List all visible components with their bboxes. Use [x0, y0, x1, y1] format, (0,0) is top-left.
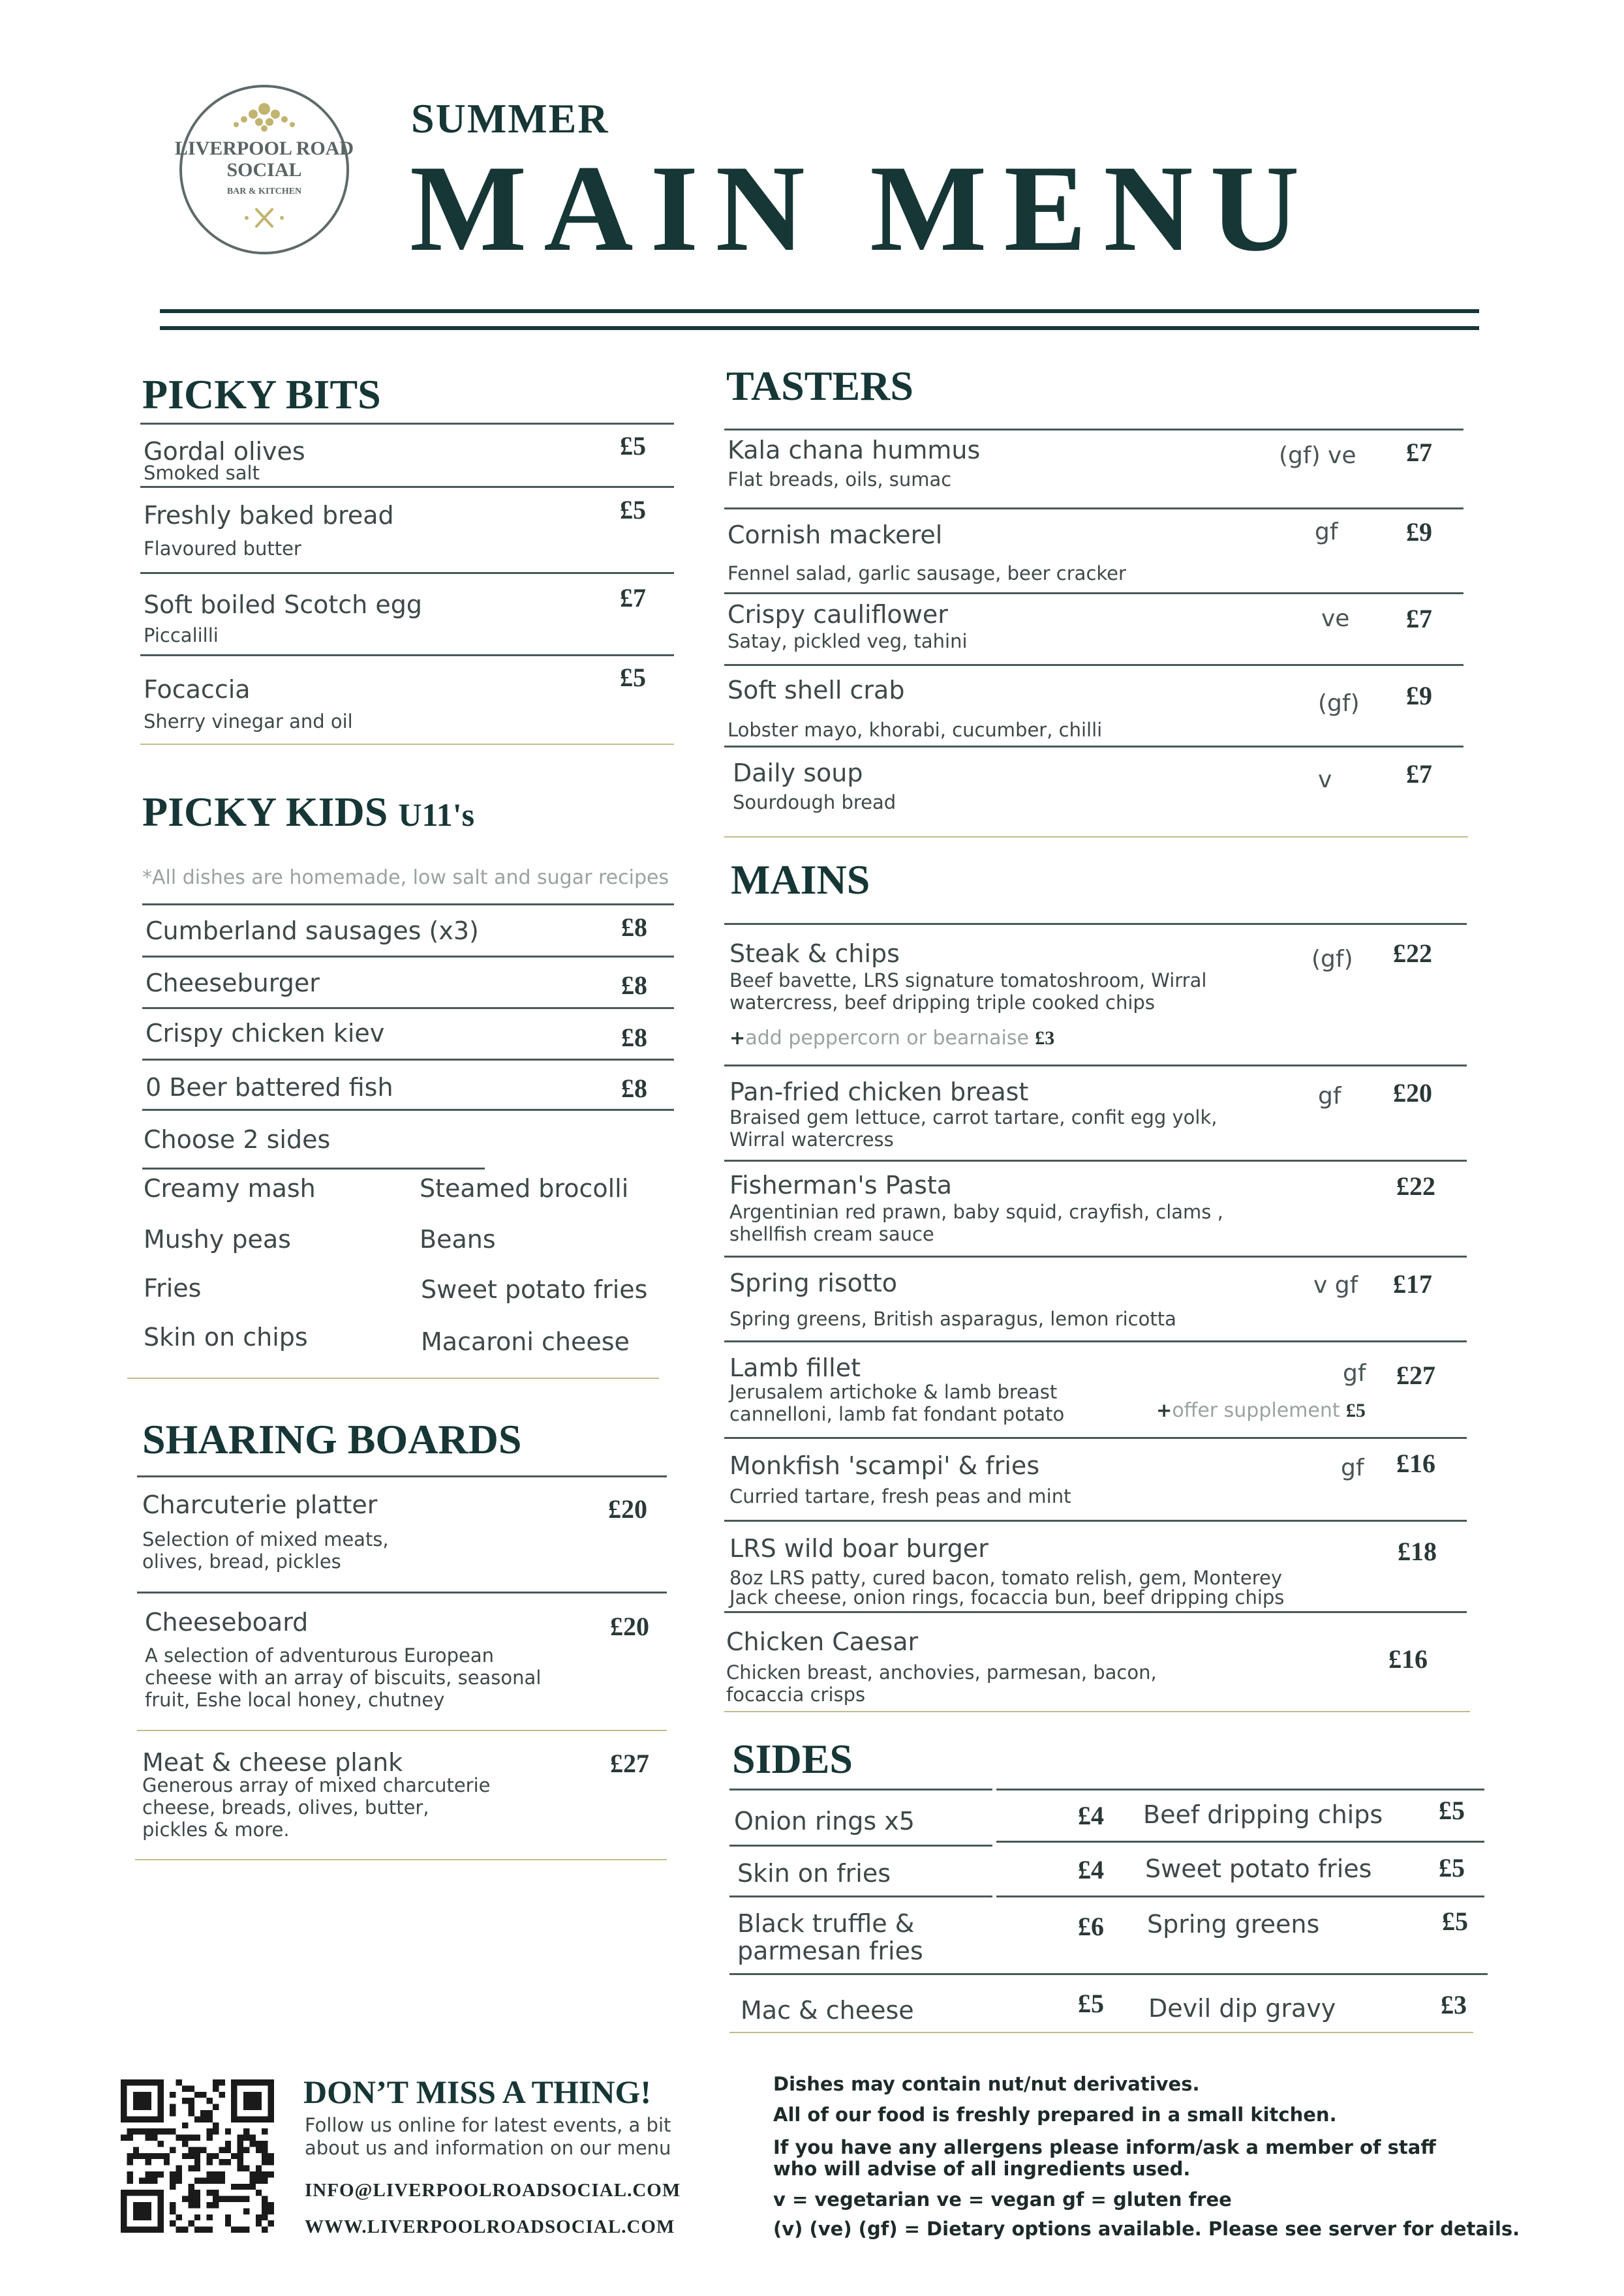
- dietary-tag: ve: [1321, 605, 1350, 632]
- item-name: Charcuterie platter: [142, 1490, 378, 1519]
- list-item: [728, 676, 1102, 741]
- kids-side: Macaroni cheese: [421, 1327, 630, 1356]
- list-item: [729, 1534, 1284, 1607]
- side-item-price: £5: [1439, 1853, 1465, 1882]
- list-item: [728, 600, 968, 652]
- item-name: Pan-fried chicken breast: [729, 1078, 1029, 1106]
- dietary-tag: v: [1318, 766, 1332, 793]
- extra-text: offer supplement: [1172, 1399, 1340, 1422]
- extra-price: £5: [1345, 1400, 1366, 1421]
- kids-side: Beans: [420, 1225, 496, 1254]
- kids-item-name: Cheeseburger: [146, 969, 320, 997]
- divider: [996, 1841, 1484, 1843]
- list-item: [729, 1171, 1223, 1245]
- item-price: £22: [1396, 1171, 1435, 1201]
- item-name: Freshly baked bread: [144, 501, 394, 530]
- item-name: Chicken Caesar: [726, 1627, 919, 1656]
- item-price: £7: [1406, 604, 1432, 633]
- section-end-line: [127, 1378, 659, 1379]
- divider: [724, 1065, 1467, 1066]
- divider: [142, 1059, 674, 1061]
- side-item-price: £5: [1442, 1907, 1468, 1936]
- divider: [729, 1789, 992, 1790]
- season-label: SUMMER: [411, 95, 609, 142]
- divider: [724, 1160, 1467, 1162]
- side-item-name-line2: parmesan fries: [737, 1937, 923, 1965]
- item-price: £9: [1406, 517, 1432, 547]
- list-item: [144, 590, 422, 646]
- dietary-tag: gf: [1318, 1083, 1341, 1110]
- restaurant-logo: [163, 82, 365, 258]
- item-desc: Spring greens, British asparagus, lemon ricotta: [729, 1308, 1176, 1330]
- list-item: [729, 1451, 1071, 1507]
- item-desc: Sherry vinegar and oil: [144, 710, 353, 733]
- picky-kids-age: U11's: [398, 796, 475, 833]
- item-desc: Sourdough bread: [733, 791, 896, 813]
- item-price: £27: [1396, 1361, 1435, 1390]
- section-end-line: [140, 744, 674, 745]
- item-desc: Fennel salad, garlic sausage, beer cracker: [728, 562, 1126, 584]
- item-desc: Generous array of mixed charcuterie: [142, 1774, 491, 1796]
- item-price: £5: [620, 495, 646, 524]
- item-name: Kala chana hummus: [728, 436, 981, 464]
- dont-miss-title: DON’T MISS A THING!: [303, 2074, 652, 2110]
- item-desc: Flavoured butter: [144, 537, 301, 560]
- item-name: Spring risotto: [729, 1269, 897, 1297]
- list-item: [728, 521, 1126, 584]
- item-name: Monkfish 'scampi' & fries: [729, 1451, 1040, 1480]
- dietary-tag: (gf): [1311, 946, 1353, 973]
- item-desc: shellfish cream sauce: [729, 1223, 934, 1245]
- item-name: Lamb fillet: [729, 1353, 861, 1382]
- item-desc: Wirral watercress: [729, 1128, 894, 1151]
- item-price: £16: [1388, 1644, 1428, 1674]
- dietary-tag: gf: [1343, 1360, 1366, 1387]
- item-desc: pickles & more.: [142, 1819, 290, 1841]
- allergen-note: Dishes may contain nut/nut derivatives.: [773, 2073, 1200, 2095]
- item-name: Fisherman's Pasta: [729, 1171, 953, 1200]
- side-item-name: Skin on fries: [737, 1859, 891, 1888]
- kids-side: Fries: [144, 1274, 202, 1303]
- section-end-line: [724, 836, 1468, 838]
- item-name: Steak & chips: [729, 939, 900, 968]
- dietary-tag: (gf) ve: [1279, 442, 1356, 469]
- divider: [142, 1168, 485, 1170]
- side-item-name: Sweet potato fries: [1145, 1854, 1372, 1883]
- list-item: [142, 1748, 490, 1841]
- side-item-name: Devil dip gravy: [1148, 1994, 1336, 2023]
- item-name: Focaccia: [144, 675, 251, 704]
- divider: [724, 429, 1463, 430]
- divider: [140, 654, 674, 656]
- follow-text-line2: about us and information on our menu: [305, 2137, 671, 2159]
- item-name: Daily soup: [733, 759, 863, 787]
- side-item-name: Onion rings x5: [734, 1807, 915, 1835]
- divider: [140, 423, 674, 425]
- follow-text-line1: Follow us online for latest events, a bit: [305, 2114, 671, 2136]
- item-price: £18: [1398, 1537, 1437, 1566]
- item-price: £22: [1393, 939, 1432, 968]
- kids-side: Steamed brocolli: [420, 1174, 629, 1203]
- divider: [137, 1730, 667, 1731]
- divider: [724, 1340, 1467, 1342]
- section-end-line: [729, 2032, 1473, 2033]
- side-item-name: Mac & cheese: [741, 1996, 914, 2025]
- item-price: £9: [1406, 681, 1432, 710]
- kids-item-name: 0 Beer battered fish: [146, 1073, 393, 1102]
- kids-item-price: £8: [621, 913, 647, 942]
- divider: [724, 1256, 1467, 1258]
- list-item: [144, 501, 394, 560]
- item-price: £5: [620, 663, 646, 692]
- item-name: LRS wild boar burger: [729, 1534, 988, 1563]
- side-item-name: Spring greens: [1147, 1910, 1320, 1939]
- item-desc: Beef bavette, LRS signature tomatoshroom, Wirral: [729, 969, 1207, 991]
- item-desc: Flat breads, oils, sumac: [728, 468, 952, 491]
- item-desc: Jack cheese, onion rings, focaccia bun, beef dripping chips: [729, 1586, 1285, 1609]
- qr-code-icon[interactable]: [121, 2079, 274, 2233]
- header-rule-top: [160, 309, 1479, 313]
- item-desc: 8oz LRS patty, cured bacon, tomato relish, gem, Monterey: [729, 1567, 1283, 1589]
- item-desc: cheese with an array of biscuits, seasonal: [145, 1667, 542, 1689]
- list-item: [733, 759, 896, 813]
- divider: [724, 1611, 1467, 1613]
- side-item-name: Black truffle &: [737, 1909, 915, 1938]
- item-desc: Satay, pickled veg, tahini: [728, 630, 968, 652]
- dietary-options-note: (v) (ve) (gf) = Dietary options available. Please see server for details.: [773, 2218, 1520, 2240]
- side-item-price: £5: [1439, 1796, 1465, 1825]
- item-extra: +add peppercorn or bearnaise £3: [729, 1027, 1055, 1050]
- kids-side: Creamy mash: [144, 1174, 316, 1203]
- item-price: £20: [1393, 1078, 1432, 1108]
- list-item: [737, 1910, 923, 1965]
- item-desc: Smoked salt: [144, 462, 260, 484]
- kids-side: Skin on chips: [144, 1323, 308, 1352]
- item-price: £17: [1393, 1269, 1432, 1299]
- dietary-tag: v gf: [1313, 1272, 1358, 1299]
- item-price: £27: [610, 1749, 649, 1778]
- list-item: [144, 437, 305, 484]
- item-desc: watercress, beef dripping triple cooked chips: [729, 991, 1155, 1014]
- dietary-tag: (gf): [1318, 690, 1360, 717]
- list-item: [729, 1269, 1176, 1330]
- kids-item-name: Cumberland sausages (x3): [146, 916, 479, 945]
- item-desc: cheese, breads, olives, butter,: [142, 1796, 429, 1819]
- side-item-price: £5: [1078, 1989, 1104, 2018]
- dietary-tag: gf: [1315, 519, 1338, 545]
- list-item: [142, 1490, 389, 1573]
- item-name: Cornish mackerel: [728, 521, 943, 549]
- item-price: £20: [608, 1494, 647, 1524]
- divider: [140, 572, 674, 574]
- kids-item-name: Crispy chicken kiev: [146, 1019, 385, 1048]
- divider: [137, 1475, 667, 1477]
- dietary-legend: v = vegetarian ve = vegan gf = gluten free: [773, 2188, 1232, 2211]
- kids-item-price: £8: [621, 971, 647, 1000]
- allergen-note: If you have any allergens please inform/ask a member of staff: [773, 2136, 1436, 2158]
- item-name: Cheeseboard: [145, 1608, 309, 1637]
- divider: [724, 507, 1463, 509]
- divider: [137, 1592, 667, 1594]
- kids-item-price: £8: [621, 1023, 647, 1052]
- divider: [724, 746, 1463, 748]
- divider: [142, 903, 674, 905]
- picky-kids-title: [142, 788, 474, 836]
- divider: [142, 1007, 674, 1009]
- kids-item-price: £8: [621, 1074, 647, 1103]
- sharing-boards-title: SHARING BOARDS: [142, 1416, 522, 1462]
- allergen-note: who will advise of all ingredients used.: [773, 2158, 1191, 2180]
- item-price: £16: [1396, 1449, 1435, 1478]
- item-desc: Curried tartare, fresh peas and mint: [729, 1485, 1071, 1507]
- item-price: £7: [1406, 438, 1432, 467]
- item-extra: +offer supplement £5: [1156, 1399, 1366, 1422]
- side-item-price: £6: [1078, 1912, 1104, 1941]
- divider: [724, 592, 1463, 594]
- item-name: Gordal olives: [144, 437, 305, 466]
- picky-kids-heading: PICKY KIDS: [142, 789, 388, 835]
- divider: [729, 1896, 992, 1897]
- item-desc: olives, bread, pickles: [142, 1550, 341, 1573]
- side-item-price: £3: [1441, 1990, 1467, 2019]
- page-title: MAIN MENU: [410, 140, 1317, 277]
- logo-line1: LIVERPOOL ROAD: [174, 138, 354, 159]
- email-link[interactable]: INFO@LIVERPOOLROADSOCIAL.COM: [305, 2180, 681, 2201]
- section-end-line: [724, 1711, 1470, 1712]
- list-item: [145, 1608, 541, 1711]
- divider: [996, 1789, 1484, 1790]
- kids-side: Mushy peas: [144, 1225, 291, 1254]
- item-price: £7: [620, 583, 646, 612]
- item-desc: cannelloni, lamb fat fondant potato: [729, 1403, 1065, 1425]
- item-name: Soft boiled Scotch egg: [144, 590, 422, 619]
- list-item: [144, 675, 353, 733]
- item-desc: Argentinian red prawn, baby squid, crayfish, clams ,: [729, 1201, 1223, 1223]
- item-price: £5: [620, 431, 646, 461]
- divider: [724, 923, 1467, 925]
- extra-price: £3: [1035, 1027, 1055, 1049]
- divider: [724, 1520, 1467, 1522]
- list-item: [726, 1627, 1157, 1706]
- item-name: Crispy cauliflower: [728, 600, 948, 629]
- divider: [729, 1845, 992, 1847]
- list-item: [729, 1078, 1217, 1151]
- extra-text: add peppercorn or bearnaise: [745, 1027, 1029, 1050]
- kids-side: Sweet potato fries: [421, 1275, 648, 1304]
- item-desc: fruit, Eshe local honey, chutney: [145, 1689, 445, 1711]
- header-rule-bottom: [160, 326, 1479, 330]
- choose-sides-label: Choose 2 sides: [144, 1125, 331, 1154]
- item-desc: Jerusalem artichoke & lamb breast: [729, 1381, 1058, 1403]
- item-desc: focaccia crisps: [726, 1684, 866, 1706]
- item-desc: A selection of adventurous European: [145, 1644, 494, 1667]
- list-item: [729, 939, 1206, 1050]
- side-item-price: £4: [1078, 1855, 1104, 1884]
- section-end-line: [135, 1859, 667, 1860]
- item-price: £7: [1406, 759, 1432, 789]
- website-link[interactable]: WWW.LIVERPOOLROADSOCIAL.COM: [305, 2216, 675, 2237]
- divider: [724, 664, 1463, 666]
- item-desc: Braised gem lettuce, carrot tartare, confit egg yolk,: [729, 1106, 1218, 1128]
- tasters-title: TASTERS: [726, 363, 913, 409]
- kids-note: *All dishes are homemade, low salt and sugar recipes: [142, 866, 669, 889]
- list-item: [729, 1353, 1064, 1425]
- mains-title: MAINS: [731, 856, 870, 903]
- side-item-price: £4: [1078, 1801, 1104, 1830]
- divider: [729, 1973, 1488, 1975]
- sides-title: SIDES: [732, 1736, 853, 1782]
- divider: [140, 486, 674, 488]
- item-desc: Selection of mixed meats,: [142, 1528, 389, 1550]
- cutlery-icon: [256, 209, 272, 226]
- item-desc: Chicken breast, anchovies, parmesan, bacon,: [726, 1661, 1157, 1684]
- dietary-tag: gf: [1341, 1455, 1364, 1481]
- item-price: £20: [610, 1612, 649, 1641]
- side-item-name: Beef dripping chips: [1143, 1800, 1383, 1829]
- item-name: Soft shell crab: [728, 676, 905, 704]
- list-item: [728, 436, 980, 491]
- allergen-note: All of our food is freshly prepared in a small kitchen.: [773, 2104, 1337, 2126]
- divider: [142, 1109, 674, 1111]
- logo-line2: SOCIAL: [226, 159, 302, 181]
- divider: [724, 1437, 1467, 1439]
- item-desc: Lobster mayo, khorabi, cucumber, chilli: [728, 719, 1103, 741]
- logo-line3: BAR & KITCHEN: [226, 187, 302, 196]
- item-name: Meat & cheese plank: [142, 1748, 403, 1777]
- divider: [996, 1896, 1484, 1897]
- picky-bits-title: PICKY BITS: [142, 371, 381, 417]
- divider: [142, 956, 674, 958]
- item-desc: Piccalilli: [144, 624, 219, 646]
